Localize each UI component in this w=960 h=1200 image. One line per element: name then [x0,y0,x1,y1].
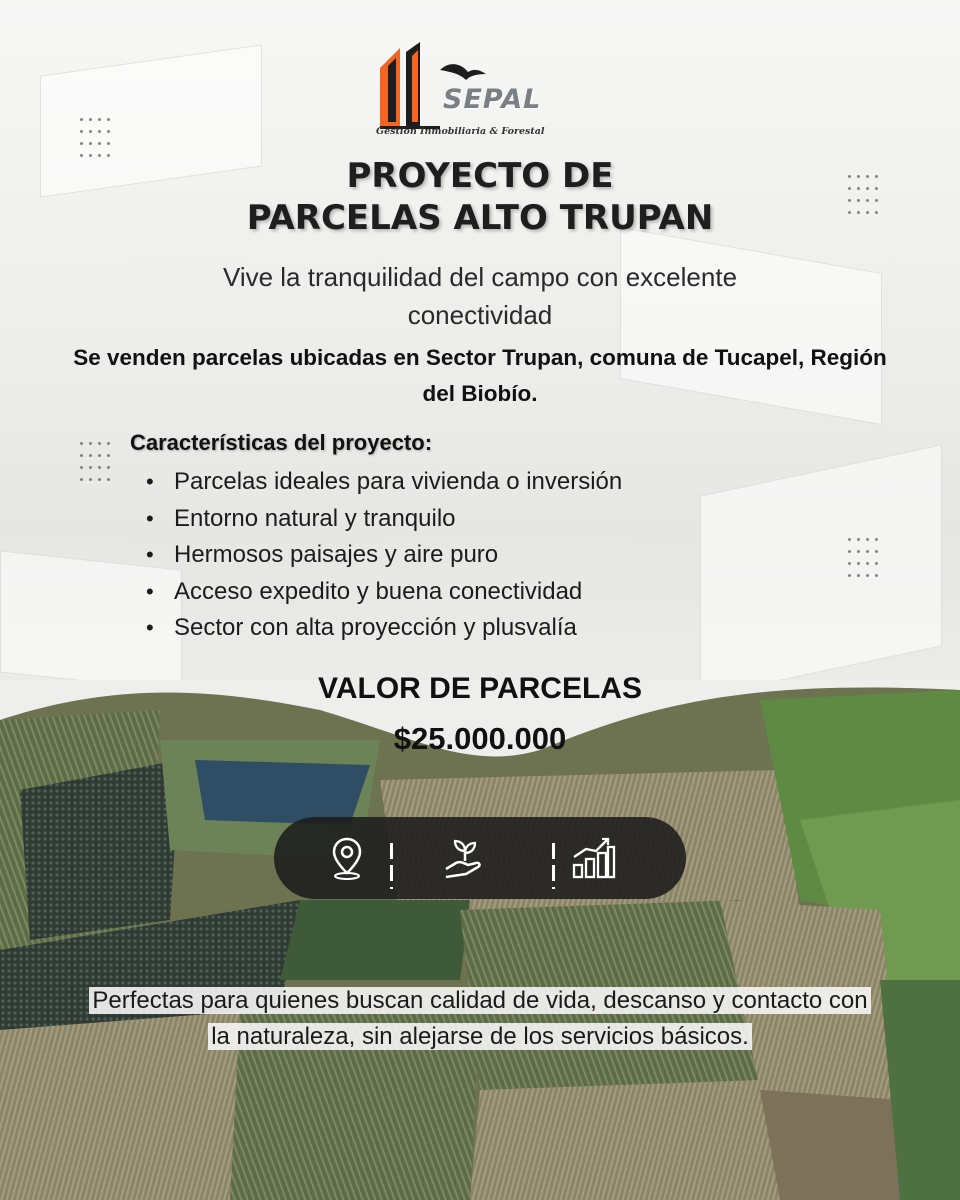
decorative-dots [848,538,884,577]
location-pin-icon [322,833,372,883]
feature-item: • Parcelas ideales para vivienda o inversión [146,464,622,501]
decorative-dots [80,118,116,157]
brand-tagline: Gestión Inmobiliaria & Forestal [376,126,545,137]
brand-name: SEPAL [443,84,542,115]
footer-text: Perfectas para quienes buscan calidad de vida, descanso y contacto con la naturaleza, sin alejarse de los servicios básicos. [89,987,870,1050]
features-list [146,464,622,647]
feature-item: • Entorno natural y tranquilo [146,501,622,538]
decorative-dots [80,442,116,481]
aerial-fields-photo [0,680,960,1200]
features-heading: Características del proyecto: [130,430,433,455]
growth-chart-icon [568,833,618,883]
separator [390,843,393,889]
title-line-2: PARCELAS ALTO TRUPAN [246,198,714,238]
title-line-1: PROYECTO DE [346,156,614,196]
feature-item: • Hermosos paisajes y aire puro [146,537,622,574]
location-text: Se venden parcelas ubicadas en Sector Trupan, comuna de Tucapel, Región del Biobío. [73,345,887,406]
price-value: $25.000.000 [393,721,567,756]
subtitle: Vive la tranquilidad del campo con excelente conectividad [222,262,738,330]
condor-icon [440,64,486,80]
separator [552,843,555,889]
background-building [700,444,942,697]
feature-item: • Sector con alta proyección y plusvalía [146,610,622,647]
price-label: VALOR DE PARCELAS [318,672,642,705]
footer-text-block [80,983,880,1055]
feature-item: • Acceso expedito y buena conectividad [146,574,622,611]
plant-in-hand-icon [440,833,490,883]
icon-bar [274,817,686,899]
page-title [0,155,960,239]
